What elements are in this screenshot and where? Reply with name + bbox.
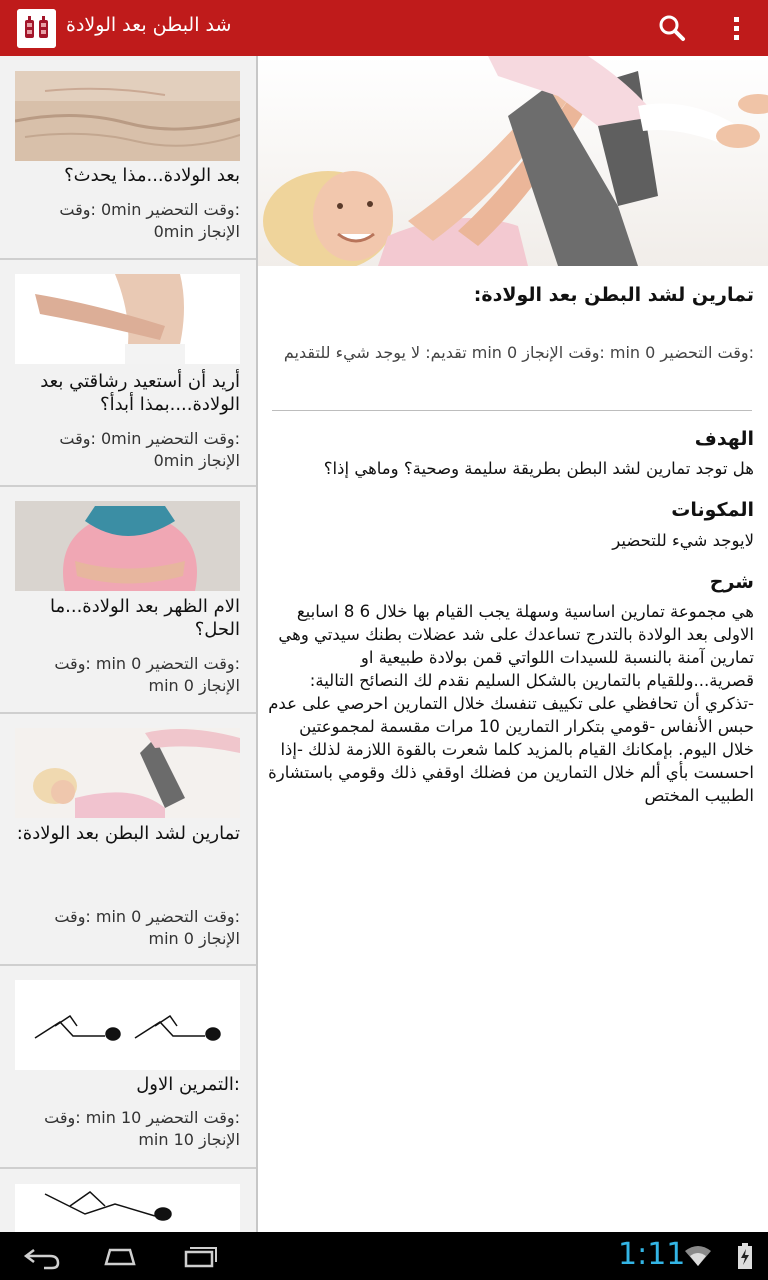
list-item-title: :التمرين الاول: [136, 1074, 240, 1095]
list-item[interactable]: [0, 714, 256, 966]
system-nav-bar: [0, 1232, 768, 1280]
list-item-title: بعد الولادة...مذا يحدث؟: [64, 165, 240, 186]
overflow-menu-icon[interactable]: [724, 12, 748, 44]
explanation-text: هي مجموعة تمارين اساسية وسهلة يجب القيام بها خلال 6 8 اسابيع الاولى بعد الولادة بالتدرج تساعدك على شد عضلات بطنك سيدتي وهي تمارين آمنة بالنسبة للسيدات اللواتي قمن بولادة طبيعية او قصرية...وللقيام بالتمارين بالشكل السليم نقدم لك النصائح التالية: -تذكري أن تحافظي على تكييف تنفسك خلال التمارين احرصي على عدم حبس الأنفاس -قومي بتكرار التمارين 10 مرات مقسمة لمجموعتين خلال اليوم. بإمكانك القيام بالمزيد كلما شعرت بالقوة اللازمة لذلك -إذا احسست بأي ألم خلال التمارين من فضلك اوقفي ذلك وقومي باستشارة الطبيب المختص: [268, 602, 754, 805]
app-logo-icon[interactable]: [17, 9, 56, 48]
list-item-title: تمارين لشد البطن بعد الولادة:: [16, 823, 240, 844]
divider: [272, 410, 752, 411]
back-icon[interactable]: [22, 1240, 62, 1272]
list-item-meta: :وقت التحضير 0min :وقت الإنجاز 0min: [59, 429, 240, 470]
list-item[interactable]: [0, 56, 256, 260]
list-item-meta: :وقت التحضير 10 min :وقت الإنجاز 10 min: [44, 1108, 240, 1149]
app-title: شد البطن بعد الولادة: [66, 14, 232, 36]
article-list[interactable]: [0, 56, 256, 1232]
list-item-thumbnail: [15, 1184, 240, 1232]
explanation-heading: شرح: [709, 571, 754, 593]
list-item-title: الام الظهر بعد الولادة...ما الحل؟: [50, 596, 240, 640]
list-item-meta: :وقت التحضير 0min :وقت الإنجاز 0min: [59, 200, 240, 241]
ingredients-heading: المكونات: [671, 499, 754, 521]
status-clock: 1:11: [618, 1237, 686, 1272]
detail-title: تمارين لشد البطن بعد الولادة:: [473, 284, 754, 306]
list-item[interactable]: [0, 966, 256, 1169]
search-icon[interactable]: [656, 12, 688, 44]
wifi-icon: [684, 1244, 712, 1268]
list-item-thumbnail: [15, 71, 240, 161]
list-item-thumbnail: [15, 501, 240, 591]
list-item-title: أريد أن أستعيد رشاقتي بعد الولادة....بمذا أبدأ؟: [40, 371, 240, 415]
list-item-meta: :وقت التحضير 0 min :وقت الإنجاز 0 min: [54, 654, 240, 695]
list-item-meta: :وقت التحضير 0 min :وقت الإنجاز 0 min: [54, 907, 240, 948]
list-item[interactable]: [0, 1169, 256, 1232]
list-item-thumbnail: [15, 980, 240, 1070]
home-icon[interactable]: [100, 1240, 140, 1272]
list-item-thumbnail: [15, 274, 240, 364]
article-detail: [258, 56, 768, 1232]
recent-apps-icon[interactable]: [180, 1240, 220, 1272]
goal-heading: الهدف: [694, 428, 754, 450]
detail-meta: :وقت التحضير 0 min :وقت الإنجاز 0 min تقديم: لا يوجد شيء للتقديم: [283, 343, 754, 362]
battery-charging-icon: [738, 1243, 752, 1269]
list-item[interactable]: [0, 487, 256, 714]
list-item[interactable]: [0, 260, 256, 487]
goal-text: هل توجد تمارين لشد البطن بطريقة سليمة وصحية؟ وماهي إذا؟: [323, 459, 754, 478]
list-item-thumbnail: [15, 728, 240, 818]
action-bar: [0, 0, 768, 56]
hero-image: [258, 56, 768, 266]
ingredients-text: لايوجد شيء للتحضير: [612, 531, 754, 550]
